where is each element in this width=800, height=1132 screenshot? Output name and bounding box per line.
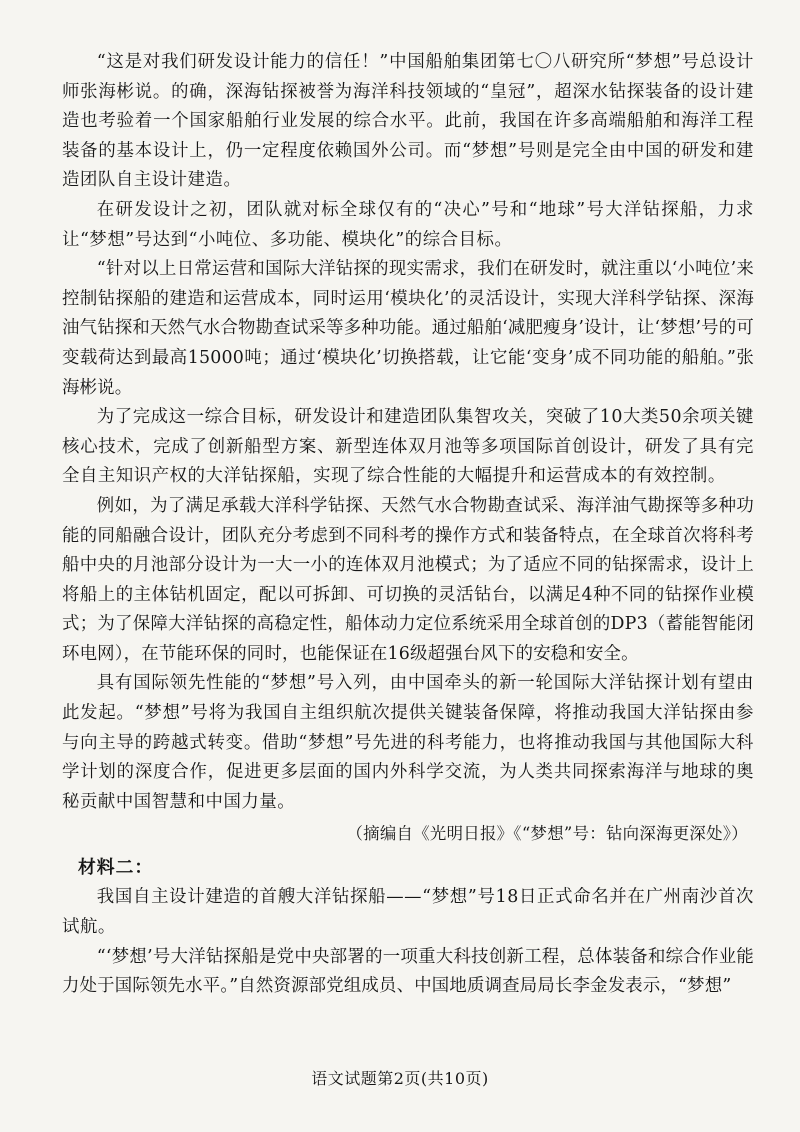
- material-two-paragraph-1: 我国自主设计建造的首艘大洋钻探船——“梦想”号18日正式命名并在广州南沙首次试航。: [62, 887, 754, 938]
- paragraph-4: 为了完成这一综合目标，研发设计和建造团队集智攻关，突破了10大类50余项关键核心技术，完成了创新船型方案、新型连体双月池等多项国际首创设计，研发了具有完全自主知识产权的大洋钻探船，实现了综合性能的大幅提升和运营成本的有效控制。: [62, 407, 754, 487]
- paragraph-1: “这是对我们研发设计能力的信任！”中国船舶集团第七〇八研究所“梦想”号总设计师张海彬说。的确，深海钻探被誉为海洋科技领域的“皇冠”，超深水钻探装备的设计建造也考验着一个国家船舶行业发展的综合水平。此前，我国在许多高端船舶和海洋工程装备的基本设计上，仍一定程度依赖国外公司。而“梦想”号则是完全由中国的研发和建造团队自主设计建造。: [62, 52, 754, 191]
- paragraph-6: 具有国际领先性能的“梦想”号入列，由中国牵头的新一轮国际大洋钻探计划有望由此发起。“梦想”号将为我国自主组织航次提供关键装备保障，将推动我国大洋钻探由参与向主导的跨越式转变。借助“梦想”号先进的科考能力，也将推动我国与其他国际大科学计划的深度合作，促进更多层面的国内外科学交流，为人类共同探索海洋与地球的奥秘贡献中国智慧和中国力量。: [62, 673, 754, 812]
- article-source: （摘编自《光明日报》《“梦想”号：钻向深海更深处》）: [346, 824, 748, 844]
- paragraph-3: “针对以上日常运营和国际大洋钻探的现实需求，我们在研发时，就注重以‘小吨位’来控制钻探船的建造和运营成本，同时运用‘模块化’的灵活设计，实现大洋科学钻探、深海油气钻探和天然气水合物勘查试采等多种功能。通过船舶‘减肥瘦身’设计，让‘梦想’号的可变载荷达到最高15000吨；通过‘模块化’切换搭载，让它能‘变身’成不同功能的船舶。”张海彬说。: [62, 259, 754, 398]
- paragraph-2: 在研发设计之初，团队就对标全球仅有的“决心”号和“地球”号大洋钻探船，力求让“梦想”号达到“小吨位、多功能、模块化”的综合目标。: [62, 199, 754, 250]
- section-title-material-two: 材料二：: [78, 857, 154, 879]
- paragraph-5: 例如，为了满足承载大洋科学钻探、天然气水合物勘查试采、海洋油气勘探等多种功能的同船融合设计，团队充分考虑到不同科考的操作方式和装备特点，在全球首次将科考船中央的月池部分设计为一大一小的连体双月池模式；为了适应不同的钻探需求，设计上将船上的主体钻机固定，配以可拆卸、可切换的灵活钻台，以满足4种不同的钻探作业模式；为了保障大洋钻探的高稳定性，船体动力定位系统采用全球首创的DP3（蓄能智能闭环电网），在节能环保的同时，也能保证在16级超强台风下的安稳和安全。: [62, 495, 754, 664]
- material-two-paragraph-2: “‘梦想’号大洋钻探船是党中央部署的一项重大科技创新工程，总体装备和综合作业能力处于国际领先水平。”自然资源部党组成员、中国地质调查局局长李金发表示，“梦想”: [62, 946, 754, 997]
- page-footer: 语文试题第2页(共10页): [311, 1069, 489, 1088]
